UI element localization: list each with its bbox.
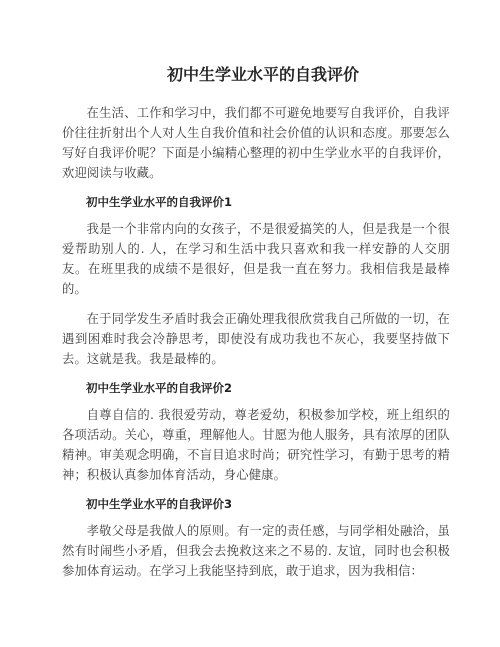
section-paragraph: 孝敬父母是我做人的原则。有一定的责任感，与同学相处融洽，虽然有时闹些小矛盾，但我会去挽救这来之不易的. 友谊，同时也会积极参加体育运动。在学习上我能坚持到底，敢于追求，因为我相信： (62, 524, 450, 578)
section-heading: 初中生学业水平的自我评价2 (86, 381, 233, 395)
section-2 (62, 379, 450, 485)
section-heading: 初中生学业水平的自我评价3 (86, 497, 233, 511)
section-1 (62, 193, 450, 369)
section-paragraph: 我是一个非常内向的女孩子，不是很爱搞笑的人，但是我是一个很爱帮助别人的. 人，在学习和生活中我只喜欢和我一样安静的人交朋友。在班里我的成绩不是很好，但是我一直在努力。我相信我是最棒的。 (62, 222, 450, 296)
document-title: 初中生学业水平的自我评价 (166, 65, 359, 84)
section-paragraph: 自尊自信的. 我很爱劳动，尊老爱幼，积极参加学校，班上组织的各项活动。关心，尊重，理解他人。甘愿为他人服务，具有浓厚的团队精神。审美观念明确，不盲目追求时尚；研究性学习，有勤于思考的精神；积极认真参加体育活动，身心健康。 (62, 408, 450, 482)
intro-paragraph: 在生活、工作和学习中，我们都不可避免地要写自我评价，自我评价往往折射出个人对人生自我价值和社会价值的认识和态度。那要怎么写好自我评价呢？下面是小编精心整理的初中生学业水平的自我评价，欢迎阅读与收藏。 (62, 106, 450, 180)
document-page (62, 64, 450, 591)
section-3 (62, 495, 450, 581)
section-paragraph: 在于同学发生矛盾时我会正确处理我很欣赏我自己所做的一切，在遇到困难时我会冷静思考，即使没有成功我也不灰心，我要坚持做下去。这就是我。我是最棒的。 (62, 312, 450, 366)
section-heading: 初中生学业水平的自我评价1 (86, 195, 233, 209)
